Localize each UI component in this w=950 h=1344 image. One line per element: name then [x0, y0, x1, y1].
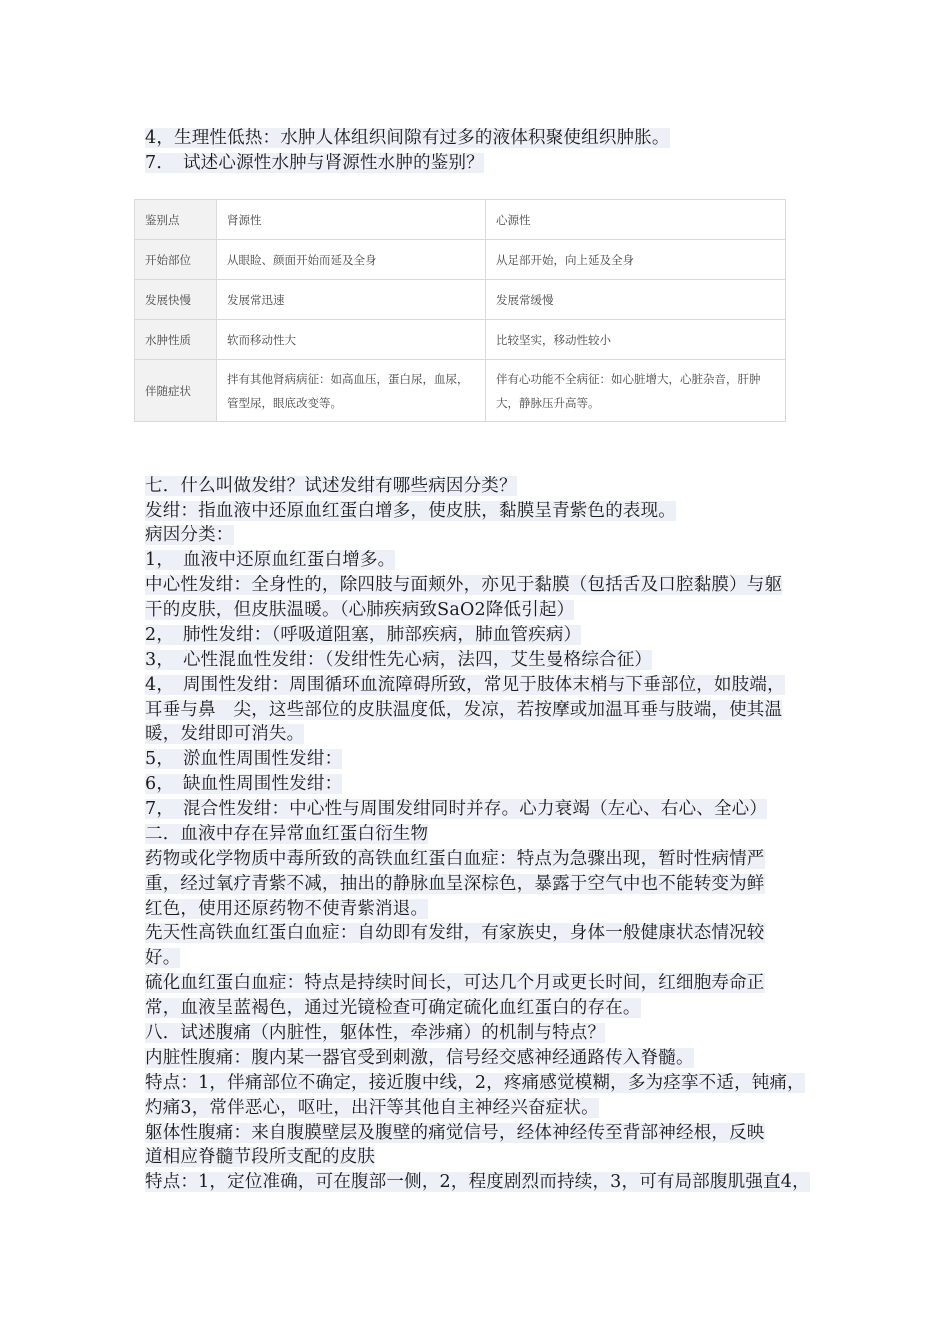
text-line: 先天性高铁血红蛋白血症：自幼即有发绀，有家族史，身体一般健康状态情况较 — [145, 923, 765, 943]
text-line: 灼痛3，常伴恶心，呕吐，出汗等其他自主神经兴奋症状。 — [145, 1098, 599, 1118]
text-line: 中心性发绀：全身性的，除四肢与面颊外，亦见于黏膜（包括舌及口腔黏膜）与躯 — [145, 575, 783, 595]
question-heading: 7． 试述心源性水肿与肾源性水肿的鉴别？ — [145, 153, 484, 173]
section-heading: 二．血液中存在异常血红蛋白衍生物 — [145, 824, 429, 844]
cell-line: 拌有其他肾病病征：如高血压，蛋白尿，血尿， — [227, 371, 469, 386]
text-line: 发绀：指血液中还原血红蛋白增多，使皮肤，黏膜呈青紫色的表现。 — [145, 501, 676, 521]
section-heading: 八．试述腹痛（内脏性，躯体性，牵涉痛）的机制与特点？ — [145, 1023, 606, 1043]
text-line: 内脏性腹痛：腹内某一器官受到刺激，信号经交感神经通路传入脊髓。 — [145, 1048, 694, 1068]
text-line: 3， 心性混血性发绀：（发绀性先心病，法四，艾生曼格综合征） — [145, 650, 653, 670]
text-line: 好。 — [145, 948, 181, 968]
text-line: 重，经过氧疗青紫不减，抽出的静脉血呈深棕色，暴露于空气中也不能转变为鲜 — [145, 874, 765, 894]
table-cell: 发展快慢 — [135, 280, 217, 320]
table-cell: 开始部位 — [135, 240, 217, 280]
text-line: 硫化血红蛋白血症：特点是持续时间长，可达几个月或更长时间，红细胞寿命正 — [145, 973, 765, 993]
text-line: 特点：1，伴痛部位不确定，接近腹中线，2，疼痛感觉模糊，多为痉挛不适，钝痛， — [145, 1073, 805, 1093]
table-cell: 软而移动性大 — [217, 320, 486, 360]
table-row — [135, 240, 786, 280]
table-row — [135, 320, 786, 360]
text-line: 干的皮肤，但皮肤温暖。（心肺疾病致SaO2降低引起） — [145, 600, 575, 620]
text-line: 暖，发绀即可消失。 — [145, 724, 305, 744]
text-line: 耳垂与鼻 尖，这些部位的皮肤温度低，发凉，若按摩或加温耳垂与肢端，使其温 — [145, 700, 783, 720]
table-cell: 发展常缓慢 — [486, 280, 786, 320]
table-header-cell: 心源性 — [486, 200, 786, 240]
table-cell: 伴随症状 — [135, 360, 217, 422]
table-row — [135, 280, 786, 320]
text-line: 常，血液呈蓝褐色，通过光镜检查可确定硫化血红蛋白的存在。 — [145, 998, 641, 1018]
table-header-cell: 鉴别点 — [135, 200, 217, 240]
table-header-row — [135, 200, 786, 240]
text-line: 7， 混合性发绀：中心性与周围发绀同时并存。心力衰竭（左心、右心、全心） — [145, 799, 768, 819]
section-heading: 七．什么叫做发绀？试述发绀有哪些病因分类？ — [145, 476, 517, 496]
text-line: 4，生理性低热：水肿人体组织间隙有过多的液体积聚使组织肿胀。 — [145, 128, 670, 148]
table-cell: 水肿性质 — [135, 320, 217, 360]
cell-line: 管型尿，眼底改变等。 — [227, 395, 342, 410]
table-cell: 发展常迅速 — [217, 280, 486, 320]
text-line: 躯体性腹痛：来自腹膜壁层及腹壁的痛觉信号，经体神经传至背部神经根，反映 — [145, 1123, 765, 1143]
comparison-table — [134, 199, 786, 422]
table-cell: 从足部开始，向上延及全身 — [486, 240, 786, 280]
table-header-cell: 肾源性 — [217, 200, 486, 240]
cell-line: 大，静脉压升高等。 — [496, 395, 600, 410]
text-line: 特点：1，定位准确，可在腹部一侧，2，程度剧烈而持续，3，可有局部腹肌强直4， — [145, 1172, 810, 1192]
text-line: 1， 血液中还原血红蛋白增多。 — [145, 550, 396, 570]
text-line: 病因分类： — [145, 525, 234, 545]
table-cell — [217, 360, 486, 422]
text-line: 红色，使用还原药物不使青紫消退。 — [145, 899, 429, 919]
text-line: 4， 周围性发绀：周围循环血流障碍所致，常见于肢体末梢与下垂部位，如肢端， — [145, 675, 785, 695]
text-line: 道相应脊髓节段所支配的皮肤 — [145, 1147, 376, 1167]
table-cell: 从眼睑、颜面开始而延及全身 — [217, 240, 486, 280]
table-row — [135, 360, 786, 422]
text-line: 5， 淤血性周围性发绀： — [145, 749, 343, 769]
cell-line: 伴有心功能不全病征：如心脏增大，心脏杂音，肝肿 — [496, 371, 761, 386]
table-cell — [486, 360, 786, 422]
text-line: 6， 缺血性周围性发绀： — [145, 774, 343, 794]
table-cell: 比较坚实，移动性较小 — [486, 320, 786, 360]
text-line: 2， 肺性发绀：（呼吸道阻塞，肺部疾病，肺血管疾病） — [145, 625, 582, 645]
text-line: 药物或化学物质中毒所致的高铁血红蛋白血症：特点为急骤出现，暂时性病情严 — [145, 849, 765, 869]
